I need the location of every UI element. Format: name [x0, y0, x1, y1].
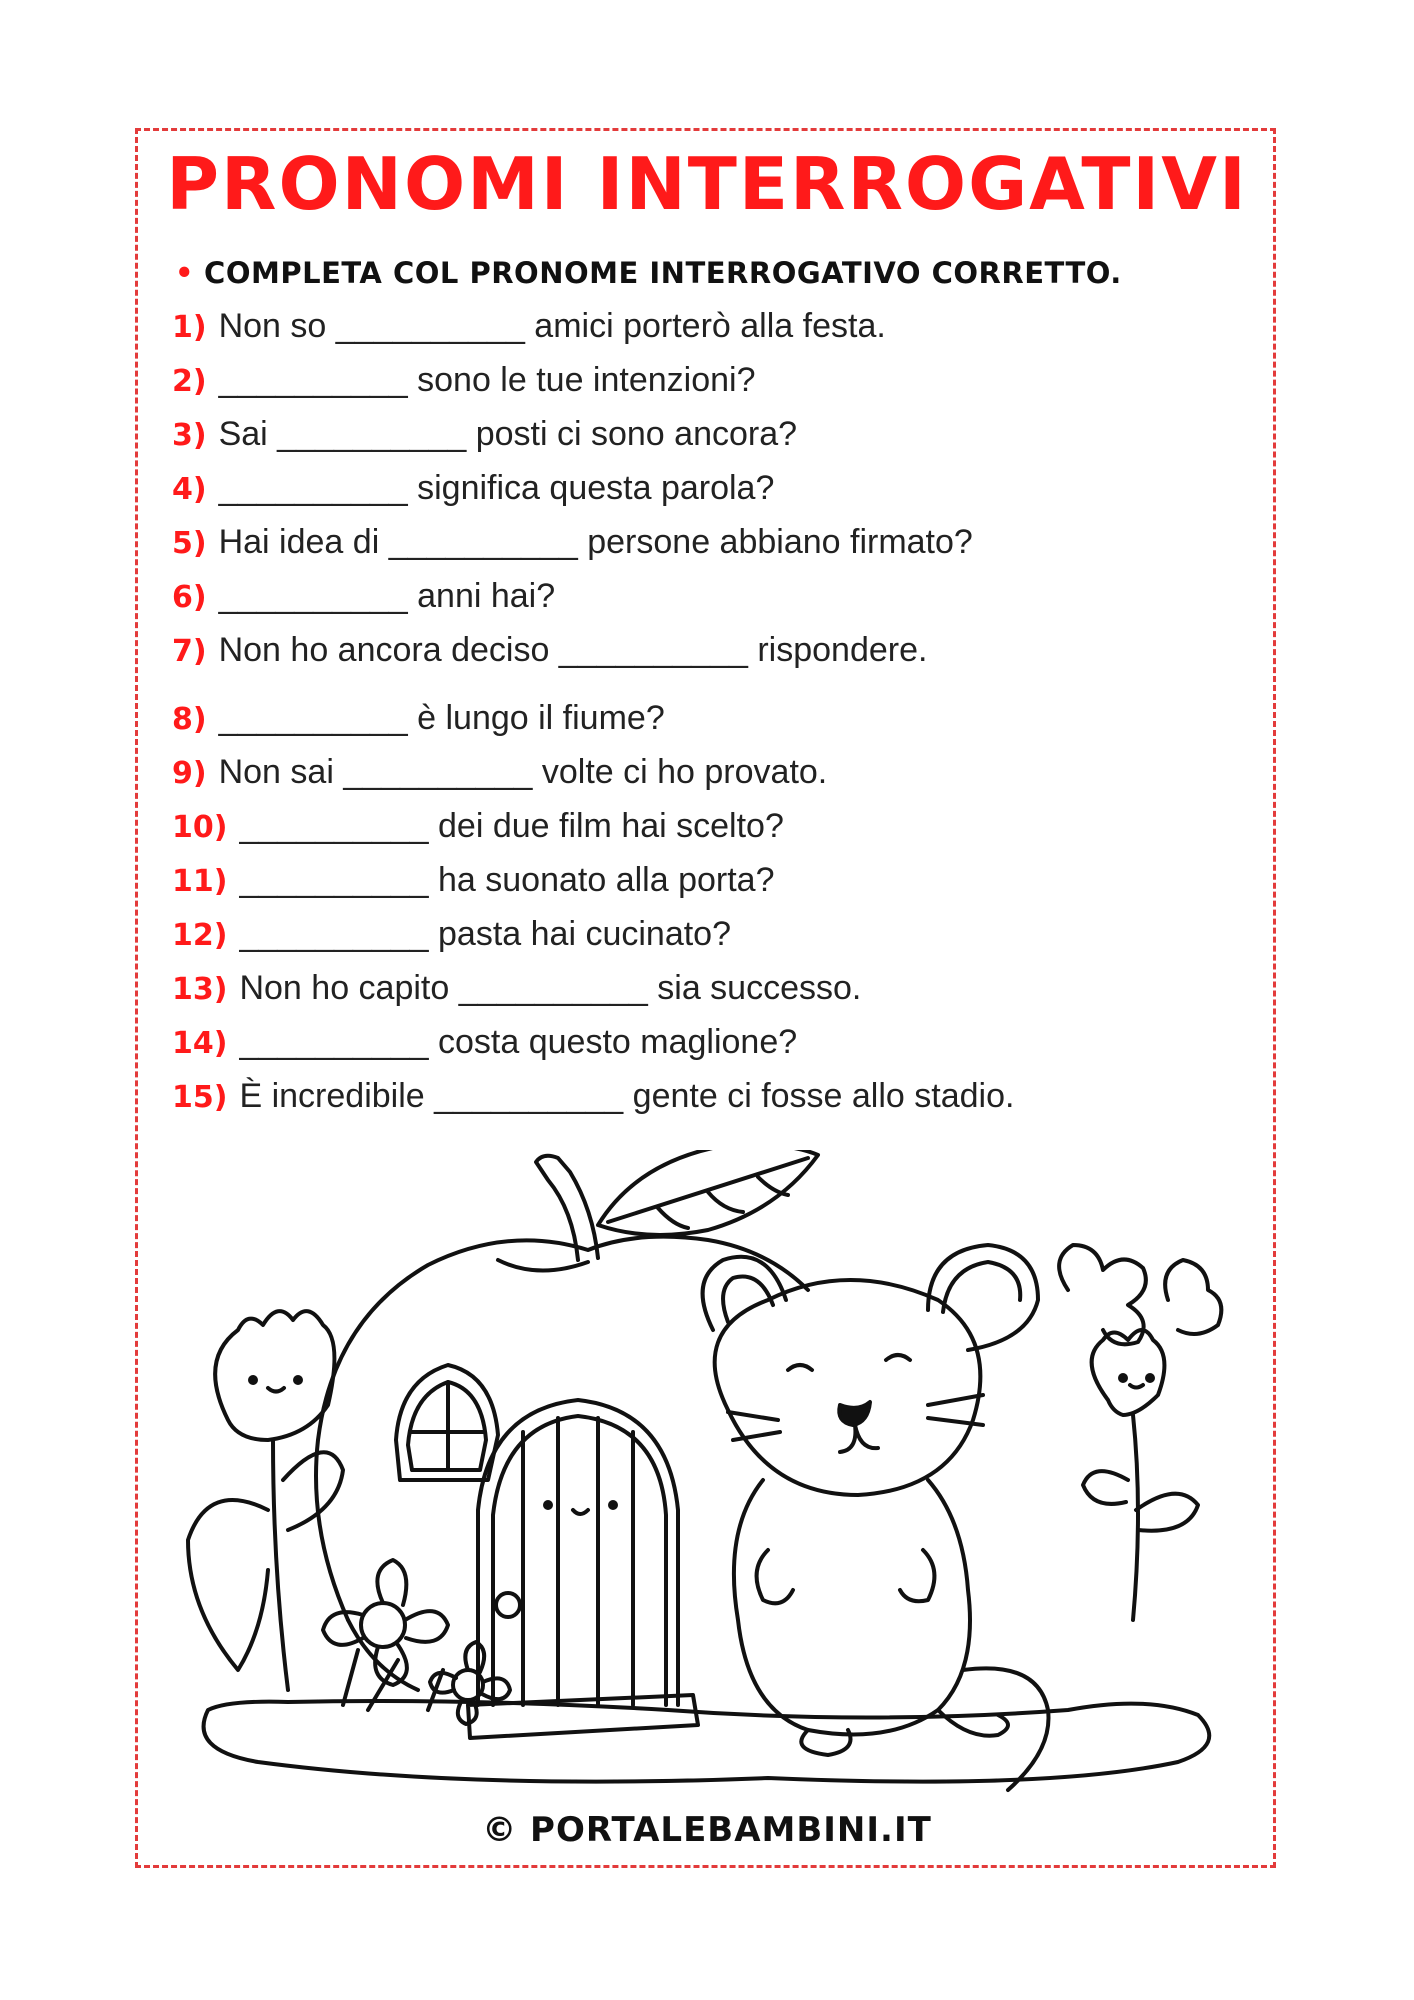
exercise-text: __________ ha suonato alla porta?	[239, 861, 775, 899]
exercise-item	[172, 630, 927, 672]
exercise-text: __________ sono le tue intenzioni?	[218, 361, 756, 399]
exercise-text: È incredibile __________ gente ci fosse allo stadio.	[239, 1077, 1015, 1115]
exercise-item	[172, 1076, 1014, 1118]
exercise-number: 13)	[172, 972, 228, 1007]
exercise-number: 6)	[172, 580, 207, 615]
exercise-item	[172, 752, 827, 794]
exercise-item	[172, 698, 665, 740]
exercise-text: __________ è lungo il fiume?	[218, 699, 665, 737]
exercise-number: 5)	[172, 526, 207, 561]
instruction-text: COMPLETA COL PRONOME INTERROGATIVO CORRETTO.	[204, 256, 1122, 290]
exercise-text: Sai __________ posti ci sono ancora?	[218, 415, 798, 453]
exercise-item	[172, 414, 797, 456]
exercise-item	[172, 860, 775, 902]
exercise-item	[172, 968, 861, 1010]
exercise-item	[172, 522, 973, 564]
exercise-text: __________ significa questa parola?	[218, 469, 775, 507]
exercise-number: 15)	[172, 1080, 228, 1115]
exercise-item	[172, 306, 886, 348]
exercise-text: __________ anni hai?	[218, 577, 556, 615]
exercise-text: __________ pasta hai cucinato?	[239, 915, 731, 953]
exercise-text: Non so __________ amici porterò alla festa.	[218, 307, 886, 345]
exercise-text: Hai idea di __________ persone abbiano firmato?	[218, 523, 973, 561]
exercise-number: 9)	[172, 756, 207, 791]
exercise-text: Non ho capito __________ sia successo.	[239, 969, 862, 1007]
exercise-text: __________ dei due film hai scelto?	[239, 807, 784, 845]
bullet-icon: •	[175, 256, 195, 290]
exercise-item	[172, 468, 774, 510]
exercise-item	[172, 1022, 797, 1064]
exercise-item	[172, 360, 756, 402]
coloring-illustration	[168, 1150, 1268, 1800]
exercise-number: 1)	[172, 310, 207, 345]
exercise-number: 14)	[172, 1026, 228, 1061]
exercise-number: 8)	[172, 702, 207, 737]
instruction	[175, 256, 1122, 290]
exercise-number: 3)	[172, 418, 207, 453]
exercise-number: 12)	[172, 918, 228, 953]
exercise-item	[172, 576, 555, 618]
exercise-text: Non sai __________ volte ci ho provato.	[218, 753, 828, 791]
ground	[204, 1701, 1210, 1782]
exercise-text: __________ costa questo maglione?	[239, 1023, 798, 1061]
exercise-text: Non ho ancora deciso __________ rispondere.	[218, 631, 928, 669]
exercise-number: 10)	[172, 810, 228, 845]
exercise-number: 4)	[172, 472, 207, 507]
copyright-footer: © PORTALEBAMBINI.IT	[482, 1810, 932, 1850]
exercise-number: 2)	[172, 364, 207, 399]
flower-icon	[1059, 1245, 1221, 1620]
exercise-item	[172, 914, 731, 956]
mouse-icon	[703, 1245, 1049, 1790]
tulip-icon	[188, 1311, 343, 1690]
exercise-item	[172, 806, 784, 848]
page-title: PRONOMI INTERROGATIVI	[166, 142, 1248, 226]
exercise-number: 11)	[172, 864, 228, 899]
exercise-number: 7)	[172, 634, 207, 669]
